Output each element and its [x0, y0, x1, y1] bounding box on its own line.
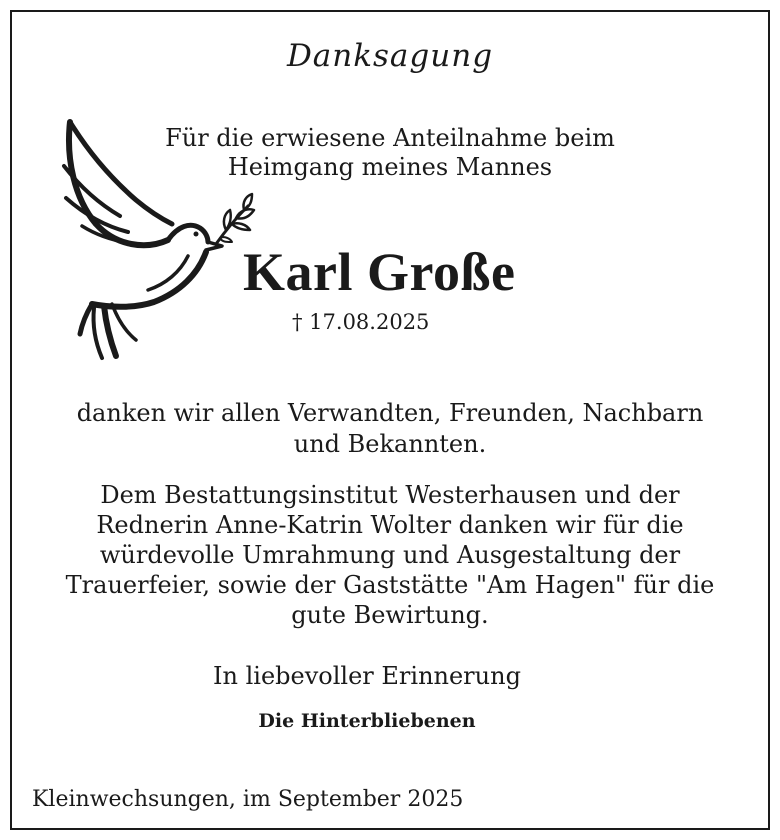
- bereaved-signature: Die Hinterbliebenen: [258, 710, 476, 732]
- deceased-name: Karl Große: [243, 242, 516, 302]
- notice-heading: Danksagung: [286, 38, 494, 74]
- thanks-paragraph: [0, 398, 780, 460]
- thanks-line-2: und Bekannten.: [293, 430, 487, 458]
- funeral-line-1: Dem Bestattungsinstitut Westerhausen und der: [100, 481, 680, 509]
- funeral-line-5: gute Bewirtung.: [291, 601, 489, 629]
- funeral-line-2: Rednerin Anne-Katrin Wolter danken wir für die: [96, 511, 684, 539]
- place-and-date: Kleinwechsungen, im September 2025: [32, 787, 464, 812]
- thanks-line-1: danken wir allen Verwandten, Freunden, Nachbarn: [76, 399, 704, 427]
- memory-line: In liebevoller Erinnerung: [213, 662, 521, 690]
- funeral-thanks-paragraph: [0, 480, 780, 630]
- funeral-line-4: Trauerfeier, sowie der Gaststätte "Am Hagen" für die: [65, 571, 715, 599]
- intro-line-2: Heimgang meines Mannes: [227, 153, 553, 181]
- dove-with-olive-branch-icon: [56, 118, 266, 363]
- funeral-line-3: würdevolle Umrahmung und Ausgestaltung der: [99, 541, 681, 569]
- death-date: † 17.08.2025: [292, 310, 430, 334]
- intro-line-1: Für die erwiesene Anteilnahme beim: [165, 124, 615, 152]
